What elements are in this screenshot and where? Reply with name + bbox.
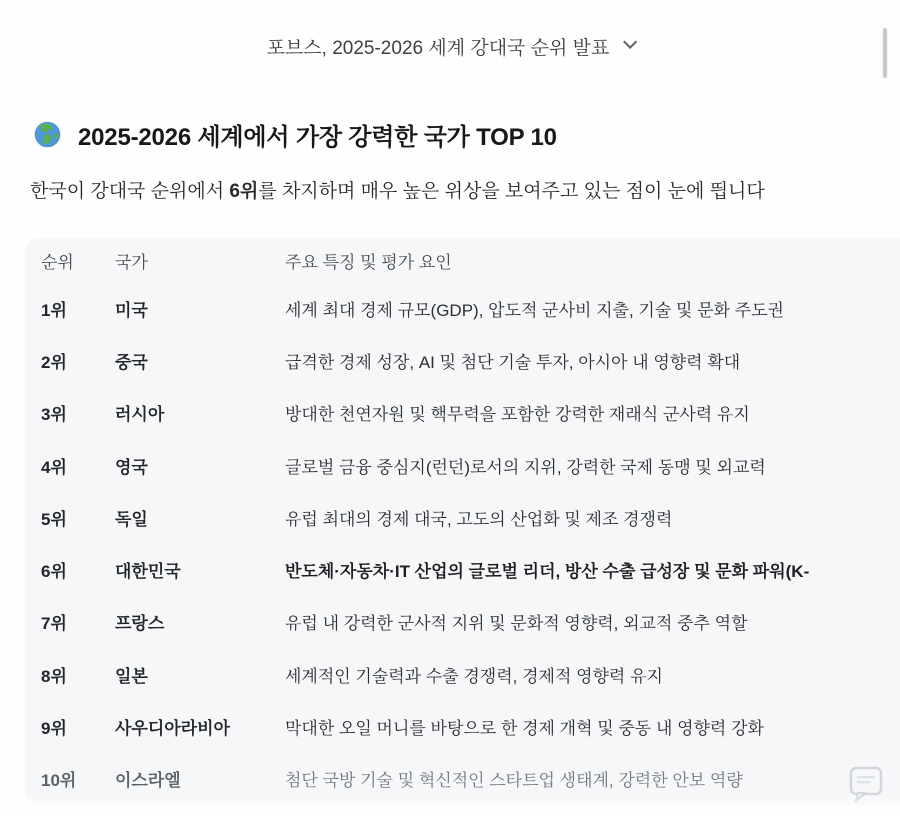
table-row	[25, 334, 900, 386]
rank-cell: 6위	[41, 562, 67, 582]
country-cell: 프랑스	[115, 614, 165, 634]
rank-cell: 10위	[41, 771, 77, 791]
rank-cell: 7위	[41, 614, 67, 634]
scrollbar-thumb[interactable]	[883, 28, 887, 78]
rank-cell: 4위	[41, 457, 67, 477]
table-header-row	[25, 238, 900, 282]
intro-sentence	[30, 176, 900, 203]
conversation-title: 포브스, 2025-2026 세계 강대국 순위 발표	[266, 38, 610, 59]
table-row	[25, 543, 900, 595]
description-cell: 급격한 경제 성장, AI 및 첨단 기술 투자, 아시아 내 영향력 확대	[285, 352, 741, 372]
answer-heading-row	[34, 117, 557, 152]
description-cell: 글로벌 금융 중심지(런던)로서의 지위, 강력한 국제 동맹 및 외교력	[285, 457, 766, 477]
table-row	[25, 700, 900, 752]
description-cell: 반도체·자동차·IT 산업의 글로벌 리더, 방산 수출 급성장 및 문화 파워(K-	[285, 562, 810, 582]
table-row	[25, 596, 900, 648]
description-cell: 세계적인 기술력과 수출 경쟁력, 경제적 영향력 유지	[285, 666, 663, 686]
globe-icon	[34, 121, 61, 148]
table-row	[25, 491, 900, 543]
country-cell: 독일	[115, 509, 148, 529]
description-cell: 막대한 오일 머니를 바탕으로 한 경제 개혁 및 중동 내 영향력 강화	[285, 719, 764, 739]
country-cell: 사우디아라비아	[115, 719, 230, 739]
rank-cell: 2위	[41, 352, 67, 372]
table-row	[25, 753, 900, 805]
country-cell: 일본	[115, 666, 148, 686]
table-row	[25, 282, 900, 334]
table-row	[25, 648, 900, 700]
page-title: 2025-2026 세계에서 가장 강력한 국가 TOP 10	[78, 124, 557, 151]
country-cell: 대한민국	[115, 562, 181, 582]
column-header-country: 국가	[115, 252, 148, 272]
ranking-table	[25, 238, 900, 805]
table-row	[25, 439, 900, 491]
country-cell: 이스라엘	[115, 771, 181, 791]
rank-cell: 3위	[41, 405, 67, 425]
country-cell: 러시아	[115, 405, 165, 425]
description-cell: 첨단 국방 기술 및 혁신적인 스타트업 생태계, 강력한 안보 역량	[285, 771, 743, 791]
rank-cell: 5위	[41, 509, 67, 529]
conversation-title-dropdown[interactable]	[0, 33, 900, 60]
country-cell: 미국	[115, 300, 148, 320]
table-body	[25, 282, 900, 805]
intro-rank-bold: 6위	[229, 181, 259, 202]
watermark-speech-bubble-icon	[846, 762, 886, 806]
description-cell: 방대한 천연자원 및 핵무력을 포함한 강력한 재래식 군사력 유지	[285, 405, 750, 425]
chevron-down-icon	[623, 35, 637, 49]
intro-pre: 한국이 강대국 순위에서	[30, 181, 230, 202]
intro-post: 를 차지하며 매우 높은 위상을 보여주고 있는 점이 눈에 띕니다	[258, 181, 765, 202]
rank-cell: 1위	[41, 300, 67, 320]
column-header-features: 주요 특징 및 평가 요인	[285, 252, 452, 272]
country-cell: 중국	[115, 352, 148, 372]
description-cell: 세계 최대 경제 규모(GDP), 압도적 군사비 지출, 기술 및 문화 주도권	[285, 300, 784, 320]
table-row	[25, 387, 900, 439]
rank-cell: 8위	[41, 666, 67, 686]
description-cell: 유럽 최대의 경제 대국, 고도의 산업화 및 제조 경쟁력	[285, 509, 673, 529]
country-cell: 영국	[115, 457, 148, 477]
description-cell: 유럽 내 강력한 군사적 지위 및 문화적 영향력, 외교적 중추 역할	[285, 614, 748, 634]
rank-cell: 9위	[41, 719, 67, 739]
column-header-rank: 순위	[41, 252, 74, 272]
